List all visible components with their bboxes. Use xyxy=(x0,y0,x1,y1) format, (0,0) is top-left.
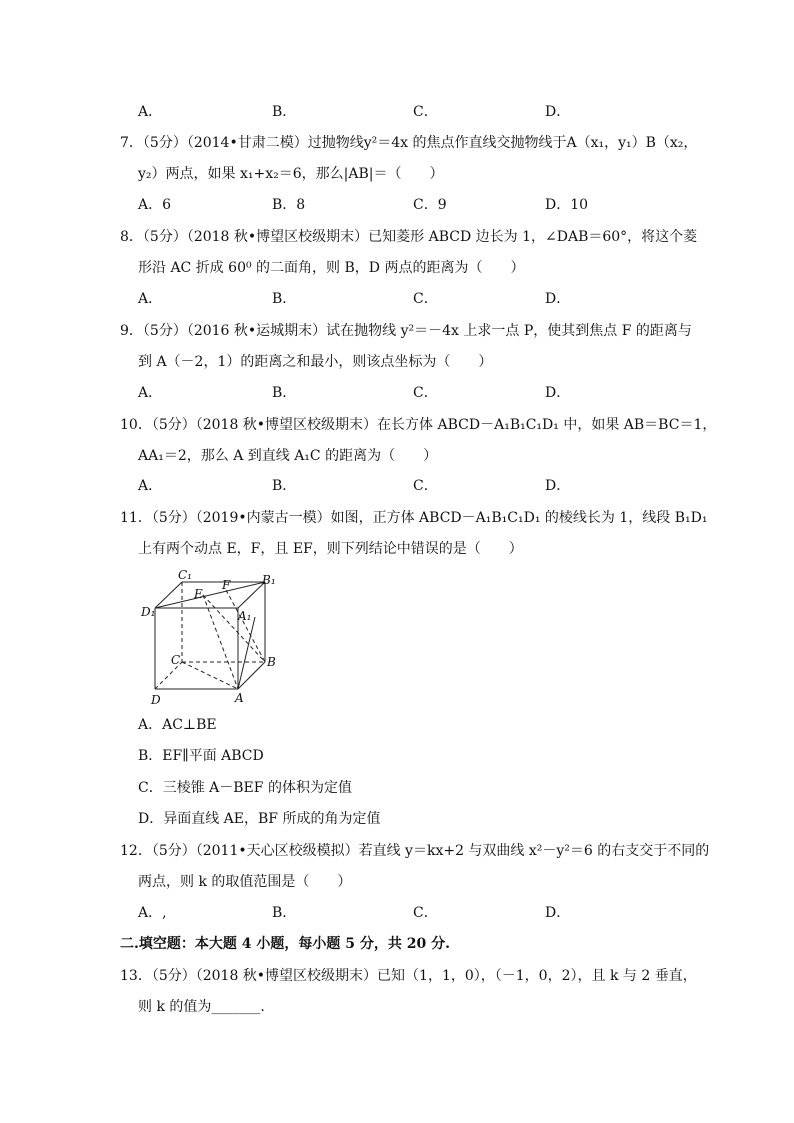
q7-option-c: C．9 xyxy=(413,197,447,213)
q13-stem-line1: 13．（5分）（2018 秋•博望区校级期末）已知（1，1，0），（－1，0，2），且 k 与 2 垂直， xyxy=(120,968,697,984)
q6-option-a: A． xyxy=(138,104,163,120)
q6-option-b: B． xyxy=(272,104,297,120)
q6-option-c: C． xyxy=(413,104,438,120)
q6-options xyxy=(0,102,794,122)
q10-option-d: D． xyxy=(545,478,571,494)
diag-c-a xyxy=(182,662,238,689)
q12-options xyxy=(0,903,794,923)
q6-option-d: D． xyxy=(545,104,571,120)
q9-option-d: D． xyxy=(545,385,571,401)
label-b: B xyxy=(267,655,276,669)
cube-figure xyxy=(138,565,286,707)
q7-stem-line2: y₂）两点，如果 x₁+x₂＝6，那么|AB|＝（ ） xyxy=(138,166,444,182)
q11-option-b: B．EF∥平面 ABCD xyxy=(138,748,264,764)
q7-option-b: B．8 xyxy=(272,197,306,213)
section-2-title: 二.填空题：本大题 4 小题，每小题 5 分，共 20 分. xyxy=(120,936,450,952)
q7-options xyxy=(0,195,794,215)
q11-stem-line2: 上有两个动点 E，F，且 EF，则下列结论中错误的是（ ） xyxy=(138,541,523,557)
label-a1: A₁ xyxy=(238,609,252,623)
q12-stem-line2: 两点，则 k 的取值范围是（ ） xyxy=(138,874,352,890)
q8-stem-line2: 形沿 AC 折成 60⁰ 的二面角，则 B，D 两点的距离为（ ） xyxy=(138,260,525,276)
q12-option-a: A．, xyxy=(138,905,167,921)
q8-options xyxy=(0,289,794,309)
q8-option-c: C． xyxy=(413,291,438,307)
q8-stem-line1: 8．（5分）（2018 秋•博望区校级期末）已知菱形 ABCD 边长为 1，∠DAB＝60°，将这个菱 xyxy=(120,229,698,245)
label-f: F xyxy=(222,578,231,592)
q12-option-c: C． xyxy=(413,905,438,921)
q11-option-a: A．AC⊥BE xyxy=(138,717,217,733)
q13-stem-line2: 则 k 的值为_______. xyxy=(138,999,265,1015)
q12-option-d: D． xyxy=(545,905,571,921)
q10-option-b: B． xyxy=(272,478,297,494)
q8-option-a: A． xyxy=(138,291,163,307)
label-e: E xyxy=(194,587,203,601)
q10-stem-line1: 10．（5分）（2018 秋•博望区校级期末）在长方体 ABCD－A₁B₁C₁D₁ 中，如果 AB＝BC＝1， xyxy=(120,417,717,433)
label-b1: B₁ xyxy=(262,573,276,587)
q11-option-c: C．三棱锥 A－BEF 的体积为定值 xyxy=(138,780,352,796)
label-c: C xyxy=(171,653,181,667)
q7-stem-line1: 7．（5分）（2014•甘肃二模）过抛物线y²＝4x 的焦点作直线交抛物线于A（x₁，y₁）B（x₂， xyxy=(120,135,698,151)
q12-option-b: B． xyxy=(272,905,297,921)
q10-stem-line2: AA₁＝2，那么 A 到直线 A₁C 的距离为（ ） xyxy=(138,448,438,464)
q8-option-b: B． xyxy=(272,291,297,307)
q7-option-a: A．6 xyxy=(138,197,172,213)
edge-d1-c1 xyxy=(155,582,182,608)
q9-option-c: C． xyxy=(413,385,438,401)
label-a: A xyxy=(235,691,244,705)
q9-option-a: A． xyxy=(138,385,163,401)
q8-option-d: D． xyxy=(545,291,571,307)
q10-option-a: A． xyxy=(138,478,163,494)
q10-option-c: C． xyxy=(413,478,438,494)
q9-stem-line2: 到 A（－2，1）的距离之和最小，则该点坐标为（ ） xyxy=(138,354,493,370)
q9-option-b: B． xyxy=(272,385,297,401)
q7-option-d: D．10 xyxy=(545,197,589,213)
label-c1: C₁ xyxy=(178,568,192,582)
q12-stem-line1: 12．（5分）（2011•天心区校级模拟）若直线 y＝kx+2 与双曲线 x²－y²＝6 的右支交于不同的 xyxy=(120,843,710,859)
label-d1: D₁ xyxy=(141,605,156,619)
q11-stem-line1: 11．（5分）（2019•内蒙古一模）如图，正方体 ABCD－A₁B₁C₁D₁ 的棱线长为 1，线段 B₁D₁ xyxy=(120,510,708,526)
segment-d1-b1 xyxy=(155,582,265,608)
q10-options xyxy=(0,476,794,496)
label-d: D xyxy=(151,693,161,707)
q9-options xyxy=(0,383,794,403)
edge-a-b xyxy=(238,662,265,689)
edge-a1-b1 xyxy=(238,582,265,608)
q11-option-d: D．异面直线 AE，BF 所成的角为定值 xyxy=(138,811,381,827)
q9-stem-line1: 9．（5分）（2016 秋•运城期末）试在抛物线 y²＝－4x 上求一点 P，使其到焦点 F 的距离与 xyxy=(120,323,692,339)
